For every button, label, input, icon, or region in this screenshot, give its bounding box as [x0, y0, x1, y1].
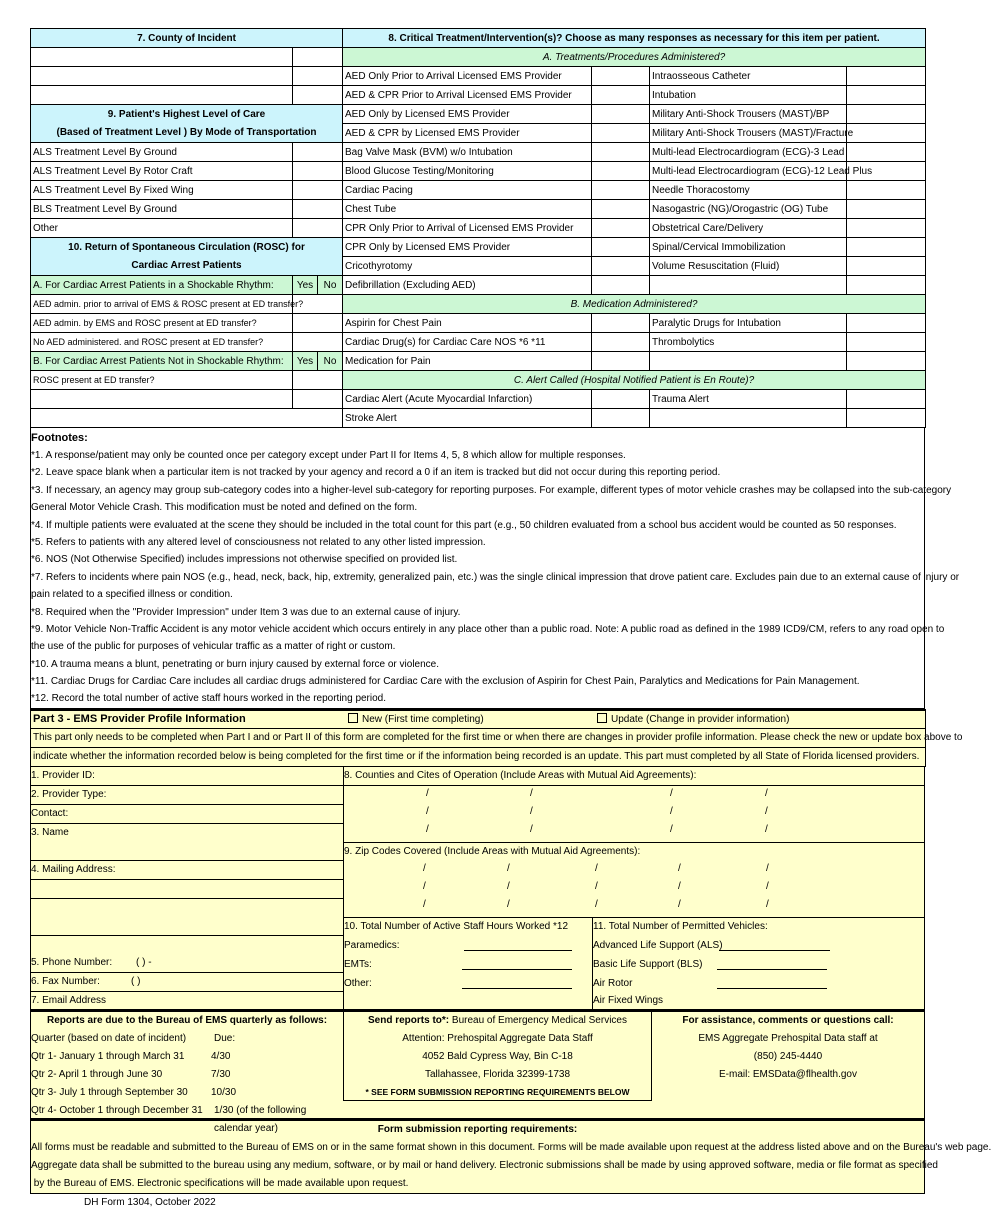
treatment-item: Cardiac Drug(s) for Cardiac Care NOS *6 *11: [343, 333, 592, 352]
slash-separator: /: [426, 805, 429, 817]
treatment-count[interactable]: [592, 314, 650, 333]
due-date: 4/30: [211, 1050, 231, 1062]
staff-hours-title: 10. Total Number of Active Staff Hours Worked *12: [344, 920, 569, 932]
slash-separator: /: [507, 880, 510, 892]
footnote-line: *4. If multiple patients were evaluated at the scene they should be included in the total count for this part (e.g., 50 children evaluated from a school bus accident would be counted as 50 responses.: [31, 519, 897, 531]
count-input[interactable]: [293, 371, 343, 390]
level-care-item: ALS Treatment Level By Rotor Craft: [31, 162, 293, 181]
treatment-count[interactable]: [847, 257, 926, 276]
treatment-item: Bag Valve Mask (BVM) w/o Intubation: [343, 143, 592, 162]
treatment-item: Cricothyrotomy: [343, 257, 592, 276]
emts-input[interactable]: [462, 959, 572, 970]
mailing-line-3[interactable]: [31, 899, 343, 936]
treatment-item: AED Only Prior to Arrival Licensed EMS Provider: [343, 67, 592, 86]
send-addr1: 4052 Bald Cypress Way, Bin C-18: [422, 1050, 573, 1062]
footnote-line: the use of the public for purposes of vehicular traffic as a matter of right or custom.: [31, 641, 396, 653]
rosc-a-item: No AED administered. and ROSC present at ED transfer?: [31, 333, 293, 352]
new-label: New (First time completing): [362, 714, 484, 726]
report-row: [31, 1084, 343, 1102]
email-label: 7. Email Address: [31, 994, 107, 1006]
report-row: [31, 1102, 343, 1134]
count-input[interactable]: [293, 333, 343, 352]
no-header: No: [318, 352, 343, 371]
slash-separator: /: [530, 787, 533, 799]
name-line[interactable]: [31, 842, 343, 861]
footnote-line: *9. Motor Vehicle Non-Traffic Accident is any motor vehicle accident which occurs entirely in any place other than a public road. Note: A public road as defined in the 1989 ICD9/CM, refers to any road open to: [31, 623, 945, 635]
treatment-item: Cardiac Pacing: [343, 181, 592, 200]
slash-separator: /: [530, 805, 533, 817]
count-input[interactable]: [293, 162, 343, 181]
due-date: 7/30: [211, 1068, 231, 1080]
quarter-label: Qtr 2- April 1 through June 30: [31, 1068, 163, 1080]
submission-line: All forms must be readable and submitted to the Bureau of EMS on or in the same format shown in this document. Forms will be made available upon request at the address listed above and on the Bureau's web page.: [31, 1141, 991, 1153]
yes-header: Yes: [293, 276, 318, 295]
update-checkbox[interactable]: [597, 713, 607, 723]
vehicles-title: 11. Total Number of Permitted Vehicles:: [593, 920, 768, 932]
treatment-count[interactable]: [847, 143, 926, 162]
treatment-item: Trauma Alert: [650, 390, 847, 409]
footnotes: [30, 428, 960, 709]
air-rotor-label: Air Rotor: [593, 977, 633, 989]
slash-separator: /: [507, 862, 510, 874]
treatment-item: Cardiac Alert (Acute Myocardial Infarction): [343, 390, 592, 409]
footnote-line: *6. NOS (Not Otherwise Specified) includes impressions not otherwise specified on provided list.: [31, 554, 458, 566]
paramedics-input[interactable]: [464, 940, 572, 951]
treatment-count[interactable]: [592, 181, 650, 200]
treatment-item: [650, 409, 847, 428]
quarter-label: Qtr 1- January 1 through March 31: [31, 1050, 185, 1062]
treatment-item: Military Anti-Shock Trousers (MAST)/Fracture: [650, 124, 847, 143]
treatment-count[interactable]: [592, 276, 650, 295]
send-attn: Attention: Prehospital Aggregate Data Staff: [402, 1032, 593, 1044]
contact-field[interactable]: [31, 805, 343, 824]
cell: [31, 409, 343, 428]
bls-label: Basic Life Support (BLS): [593, 958, 703, 970]
assist-phone: (850) 245-4440: [753, 1050, 823, 1062]
treatment-count[interactable]: [847, 238, 926, 257]
provider-type-label: 2. Provider Type:: [31, 788, 107, 800]
phone-label: 5. Phone Number:: [31, 956, 113, 968]
treatment-count[interactable]: [847, 409, 926, 428]
treatment-item: AED & CPR Prior to Arrival Licensed EMS Provider: [343, 86, 592, 105]
fax-field[interactable]: [31, 973, 343, 992]
send-reports: [343, 1012, 652, 1101]
count-input[interactable]: [293, 143, 343, 162]
treatment-count[interactable]: [592, 219, 650, 238]
zips-grid[interactable]: [344, 861, 925, 918]
treatments-header: A. Treatments/Procedures Administered?: [343, 48, 926, 67]
no-header: No: [318, 276, 343, 295]
footnote-line: *3. If necessary, an agency may group sub-category codes into a higher-level sub-category for reporting purposes. For example, different types of motor vehicle crashes may be collapsed into the sub-category: [31, 484, 952, 496]
treatment-item: Volume Resuscitation (Fluid): [650, 257, 847, 276]
treatment-item: Nasogastric (NG)/Orogastric (OG) Tube: [650, 200, 847, 219]
rosc-a-label: A. For Cardiac Arrest Patients in a Shockable Rhythm:: [31, 276, 293, 295]
treatment-item: Multi-lead Electrocardiogram (ECG)-3 Lead: [650, 143, 847, 162]
quarter-label: Qtr 3- July 1 through September 30: [31, 1086, 188, 1098]
paramedics-label: Paramedics:: [344, 939, 400, 951]
treatment-item: CPR Only by Licensed EMS Provider: [343, 238, 592, 257]
slash-separator: /: [670, 787, 673, 799]
submission-title: Form submission reporting requirements:: [377, 1123, 578, 1135]
treatment-count[interactable]: [847, 390, 926, 409]
quarter-col-header: Quarter (based on date of incident): [31, 1032, 187, 1044]
provider-left-col: [31, 767, 344, 1009]
county-count[interactable]: [293, 67, 343, 86]
other-label: Other:: [344, 977, 372, 989]
provider-id-field[interactable]: [31, 767, 343, 786]
slash-separator: /: [678, 898, 681, 910]
treatment-count[interactable]: [847, 67, 926, 86]
fax-label: 6. Fax Number:: [31, 975, 100, 987]
treatment-item: Needle Thoracostomy: [650, 181, 847, 200]
send-note: * SEE FORM SUBMISSION REPORTING REQUIREMENTS BELOW: [365, 1086, 630, 1097]
treatment-count[interactable]: [592, 333, 650, 352]
footnote-line: *7. Refers to incidents where pain NOS (e.g., head, neck, back, hip, extremity, generalized pain, etc.) was the single clinical impression that drove patient care. Excludes pain due to an external cause of injury or: [31, 571, 960, 583]
treatment-count[interactable]: [592, 409, 650, 428]
footnote-line: *10. A trauma means a blunt, penetrating or burn injury caused by external force or violence.: [31, 658, 440, 670]
assist-title: For assistance, comments or questions call:: [682, 1014, 894, 1026]
count-input[interactable]: [293, 219, 343, 238]
treatment-item: AED & CPR by Licensed EMS Provider: [343, 124, 592, 143]
assist-line1: EMS Aggregate Prehospital Data staff at: [698, 1032, 878, 1044]
zips-header: 9. Zip Codes Covered (Include Areas with Mutual Aid Agreements):: [344, 845, 641, 857]
due-col-header: Due:: [214, 1032, 236, 1044]
footnote-line: *12. Record the total number of active staff hours worked in the reporting period.: [31, 693, 387, 705]
due-date: 10/30: [211, 1086, 237, 1098]
reports-block: [30, 1010, 925, 1134]
county-input[interactable]: [31, 390, 293, 409]
form-id: DH Form 1304, October 2022: [84, 1197, 216, 1208]
rosc-title-1: 10. Return of Spontaneous Circulation (ROSC) for: [31, 238, 343, 257]
treatment-count[interactable]: [847, 200, 926, 219]
level-care-title-1: 9. Patient's Highest Level of Care: [31, 105, 343, 124]
slash-separator: /: [670, 805, 673, 817]
footnotes-title: Footnotes:: [31, 432, 88, 444]
phone-field[interactable]: [31, 954, 343, 973]
county-count[interactable]: [293, 390, 343, 409]
footnote-line: *1. A response/patient may only be counted once per category except under Part II for Items 4, 5, 8 which allow for multiple responses.: [31, 450, 626, 461]
mailing-line-2[interactable]: [31, 880, 343, 899]
medication-header: B. Medication Administered?: [343, 295, 926, 314]
treatment-item: Thrombolytics: [650, 333, 847, 352]
send-addr2: Tallahassee, Florida 32399-1738: [424, 1068, 571, 1080]
treatment-item: Defibrillation (Excluding AED): [343, 276, 592, 295]
slash-separator: /: [765, 805, 768, 817]
treatment-count[interactable]: [847, 219, 926, 238]
slash-separator: /: [678, 880, 681, 892]
permitted-vehicles: [593, 918, 925, 1009]
yes-header: Yes: [293, 352, 318, 371]
alert-header: C. Alert Called (Hospital Notified Patient is En Route)?: [343, 371, 926, 390]
treatment-item: CPR Only Prior to Arrival of Licensed EMS Provider: [343, 219, 592, 238]
provider-right-col: [344, 767, 925, 1009]
slash-separator: /: [766, 862, 769, 874]
treatment-item: Paralytic Drugs for Intubation: [650, 314, 847, 333]
assistance: [651, 1012, 925, 1100]
slash-separator: /: [426, 823, 429, 835]
treatment-item: Military Anti-Shock Trousers (MAST)/BP: [650, 105, 847, 124]
contact-label: Contact:: [31, 807, 69, 819]
treatment-count[interactable]: [592, 352, 650, 371]
counties-header: 8. Counties and Cites of Operation (Include Areas with Mutual Aid Agreements):: [344, 767, 925, 786]
treatment-count[interactable]: [847, 352, 926, 371]
footnote-line: *8. Required when the "Provider Impression" under Item 3 was due to an external cause of injury.: [31, 606, 461, 618]
reports-title: Reports are due to the Bureau of EMS quarterly as follows:: [46, 1014, 328, 1026]
mailing-label: 4. Mailing Address:: [31, 863, 116, 875]
air-fixed-label: Air Fixed Wings: [593, 994, 664, 1006]
treatment-item: Intraosseous Catheter: [650, 67, 847, 86]
treatment-count[interactable]: [592, 67, 650, 86]
send-label: Send reports to*:: [368, 1014, 450, 1026]
report-row: [31, 1066, 343, 1084]
bls-input[interactable]: [717, 959, 827, 970]
county-input[interactable]: [31, 67, 293, 86]
air-rotor-input[interactable]: [717, 978, 827, 989]
new-checkbox-wrap[interactable]: [348, 713, 484, 725]
county-count[interactable]: [293, 48, 343, 67]
slash-separator: /: [507, 898, 510, 910]
als-label: Advanced Life Support (ALS): [593, 939, 723, 951]
provider-id-label: 1. Provider ID:: [31, 769, 95, 781]
part3-table: [30, 709, 963, 767]
footnote-line: *11. Cardiac Drugs for Cardiac Care includes all cardiac drugs administered for Cardiac Care with the exclusion of Aspirin for Chest Pain, Paralytics and Medications for Pain Management.: [31, 676, 860, 688]
quarter-label: Qtr 4- October 1 through December 31: [31, 1104, 203, 1116]
county-input[interactable]: [31, 48, 293, 67]
update-checkbox-wrap[interactable]: [597, 713, 789, 725]
treatment-item: Chest Tube: [343, 200, 592, 219]
provider-type-field[interactable]: [31, 786, 343, 805]
treatment-count[interactable]: [592, 105, 650, 124]
treatment-count[interactable]: [847, 276, 926, 295]
staff-hours: [344, 918, 593, 1009]
treatment-item: Obstetrical Care/Delivery: [650, 219, 847, 238]
submission-line: Aggregate data shall be submitted to the bureau using any medium, software, or by mail or hand delivery. Electronic submissions shall be made by using approved software, media or file format as specified: [31, 1159, 938, 1171]
county-count[interactable]: [293, 86, 343, 105]
rosc-b-label: B. For Cardiac Arrest Patients Not in Shockable Rhythm:: [31, 352, 293, 371]
slash-separator: /: [765, 823, 768, 835]
phone-format: ( ) -: [136, 956, 152, 968]
treatment-count[interactable]: [592, 162, 650, 181]
treatment-item: [650, 276, 847, 295]
level-care-item: Other: [31, 219, 293, 238]
submission-line: by the Bureau of EMS. Electronic specifications will be made available upon request.: [31, 1177, 409, 1189]
als-input[interactable]: [719, 940, 830, 951]
part3-intro-1: This part only needs to be completed when Part I and or Part II of this form are completed for the first time or when there are changes in provider profile information. Please check the new or update box above to: [31, 728, 926, 747]
slash-separator: /: [766, 880, 769, 892]
treatment-count[interactable]: [592, 390, 650, 409]
treatment-count[interactable]: [592, 200, 650, 219]
treatment-item: Intubation: [650, 86, 847, 105]
treatment-item: Multi-lead Electrocardiogram (ECG)-12 Lead Plus: [650, 162, 847, 181]
footnote-line: *2. Leave space blank when a particular item is not tracked by your agency and record a 0 if an item is tracked but did not occur during this reporting period.: [31, 467, 721, 479]
treatment-count[interactable]: [847, 105, 926, 124]
treatment-count[interactable]: [847, 124, 926, 143]
footnote-line: *5. Refers to patients with any altered level of consciousness not related to any other listed impression.: [31, 536, 486, 548]
slash-separator: /: [530, 823, 533, 835]
treatment-count[interactable]: [592, 257, 650, 276]
slash-separator: /: [423, 880, 426, 892]
treatment-count[interactable]: [592, 86, 650, 105]
treatment-item: Blood Glucose Testing/Monitoring: [343, 162, 592, 181]
send-org: Bureau of Emergency Medical Services: [451, 1014, 627, 1026]
slash-separator: /: [426, 787, 429, 799]
treatment-count[interactable]: [592, 124, 650, 143]
due-date: 1/30 (of the following calendar year): [214, 1104, 307, 1134]
top-table: [30, 28, 926, 428]
mailing-field[interactable]: [31, 861, 343, 880]
slash-separator: /: [766, 898, 769, 910]
submission-requirements: [30, 1119, 991, 1194]
provider-profile: [30, 767, 925, 1010]
rosc-a-item: AED admin. prior to arrival of EMS & ROSC present at ED transfer?: [31, 295, 293, 314]
slash-separator: /: [595, 898, 598, 910]
name-field[interactable]: [31, 824, 343, 842]
count-input[interactable]: [293, 314, 343, 333]
level-care-title-2: (Based of Treatment Level ) By Mode of Transportation: [31, 124, 343, 143]
county-input[interactable]: [31, 86, 293, 105]
update-label: Update (Change in provider information): [611, 714, 790, 726]
name-label: 3. Name: [31, 826, 69, 838]
part3-intro-2: indicate whether the information recorded below is being completed for the first time or if the information being recorded is an update. This part must completed by all State of Florida licensed providers.: [31, 747, 926, 766]
treatment-count[interactable]: [847, 314, 926, 333]
report-row: [31, 1048, 343, 1066]
level-care-item: ALS Treatment Level By Fixed Wing: [31, 181, 293, 200]
treatment-item: Spinal/Cervical Immobilization: [650, 238, 847, 257]
footnote-line: pain related to a specified illness or condition.: [31, 589, 233, 601]
part3-title: Part 3 - EMS Provider Profile Information: [33, 713, 246, 726]
treatment-count[interactable]: [847, 86, 926, 105]
treatment-count[interactable]: [592, 238, 650, 257]
slash-separator: /: [678, 862, 681, 874]
emts-label: EMTs:: [344, 958, 372, 970]
form-page: [30, 28, 991, 1194]
treatment-item: Aspirin for Chest Pain: [343, 314, 592, 333]
critical-treatment-title: 8. Critical Treatment/Intervention(s)? Choose as many responses as necessary for this item per patient.: [343, 29, 926, 48]
rosc-b-item: ROSC present at ED transfer?: [31, 371, 293, 390]
slash-separator: /: [765, 787, 768, 799]
treatment-item: Medication for Pain: [343, 352, 592, 371]
county-title: 7. County of Incident: [31, 29, 343, 48]
treatment-count[interactable]: [847, 333, 926, 352]
level-care-item: ALS Treatment Level By Ground: [31, 143, 293, 162]
rosc-title-2: Cardiac Arrest Patients: [31, 257, 343, 276]
level-care-item: BLS Treatment Level By Ground: [31, 200, 293, 219]
slash-separator: /: [670, 823, 673, 835]
count-input[interactable]: [293, 181, 343, 200]
treatment-count[interactable]: [592, 143, 650, 162]
slash-separator: /: [423, 898, 426, 910]
slash-separator: /: [595, 880, 598, 892]
email-field[interactable]: [31, 992, 343, 1009]
treatment-count[interactable]: [847, 181, 926, 200]
slash-separator: /: [595, 862, 598, 874]
footnote-line: General Motor Vehicle Crash. This modification must be noted and defined on the form.: [31, 502, 418, 514]
fax-format: ( ): [131, 975, 141, 987]
other-staff-input[interactable]: [462, 978, 572, 989]
count-input[interactable]: [293, 200, 343, 219]
rosc-a-item: AED admin. by EMS and ROSC present at ED transfer?: [31, 314, 293, 333]
assist-email[interactable]: E-mail: EMSData@flhealth.gov: [719, 1068, 857, 1080]
reports-due: [31, 1012, 343, 1134]
counties-grid[interactable]: [344, 786, 925, 843]
treatment-item: Stroke Alert: [343, 409, 592, 428]
treatment-item: [650, 352, 847, 371]
slash-separator: /: [423, 862, 426, 874]
new-checkbox[interactable]: [348, 713, 358, 723]
treatment-item: AED Only by Licensed EMS Provider: [343, 105, 592, 124]
